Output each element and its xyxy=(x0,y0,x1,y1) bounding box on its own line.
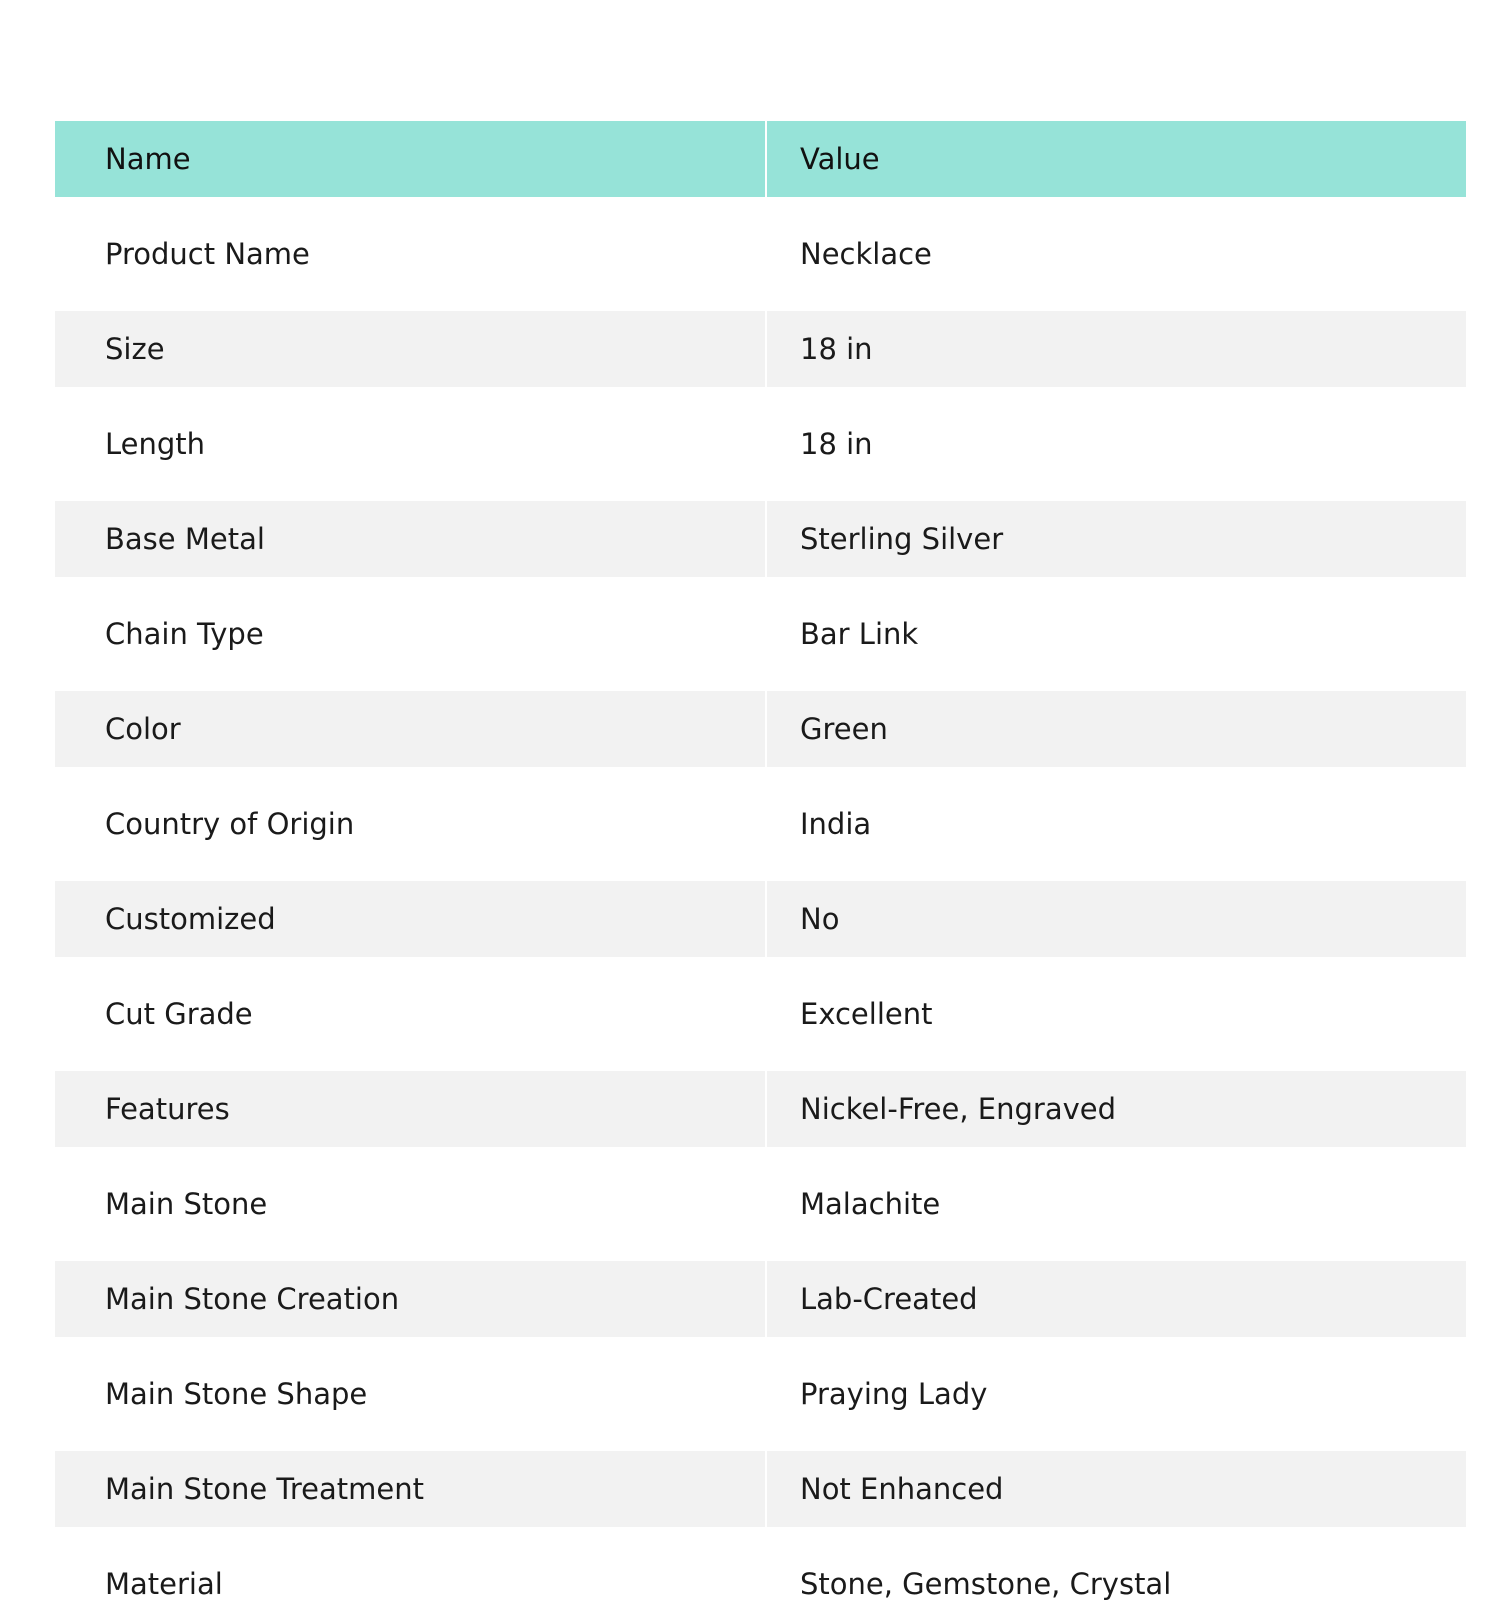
table-row xyxy=(55,1252,1466,1347)
row-value: Malachite xyxy=(766,1157,1466,1252)
row-value: Sterling Silver xyxy=(766,492,1466,587)
header-row xyxy=(55,121,1466,207)
table-row xyxy=(55,1347,1466,1442)
table-row xyxy=(55,967,1466,1062)
table-row xyxy=(55,1062,1466,1157)
row-name: Base Metal xyxy=(55,492,766,587)
table-row xyxy=(55,1157,1466,1252)
table-row xyxy=(55,1537,1466,1622)
row-value: Nickel-Free, Engraved xyxy=(766,1062,1466,1157)
header-value: Value xyxy=(766,121,1466,207)
row-value: Praying Lady xyxy=(766,1347,1466,1442)
table-header xyxy=(55,121,1466,207)
row-name: Main Stone Shape xyxy=(55,1347,766,1442)
row-value: Not Enhanced xyxy=(766,1442,1466,1537)
row-name: Country of Origin xyxy=(55,777,766,872)
spec-table xyxy=(55,121,1466,1622)
row-name: Chain Type xyxy=(55,587,766,682)
table-row xyxy=(55,397,1466,492)
table-row xyxy=(55,1442,1466,1537)
table-row xyxy=(55,872,1466,967)
table-row xyxy=(55,682,1466,777)
row-value: Green xyxy=(766,682,1466,777)
row-name: Main Stone Treatment xyxy=(55,1442,766,1537)
row-name: Features xyxy=(55,1062,766,1157)
header-name: Name xyxy=(55,121,766,207)
row-value: Stone, Gemstone, Crystal xyxy=(766,1537,1466,1622)
table-body xyxy=(55,207,1466,1622)
row-name: Customized xyxy=(55,872,766,967)
row-value: Bar Link xyxy=(766,587,1466,682)
row-value: 18 in xyxy=(766,302,1466,397)
row-name: Cut Grade xyxy=(55,967,766,1062)
table-row xyxy=(55,302,1466,397)
row-value: No xyxy=(766,872,1466,967)
row-value: 18 in xyxy=(766,397,1466,492)
row-name: Main Stone xyxy=(55,1157,766,1252)
row-value: Lab-Created xyxy=(766,1252,1466,1347)
row-value: Necklace xyxy=(766,207,1466,302)
row-value: Excellent xyxy=(766,967,1466,1062)
table-row xyxy=(55,207,1466,302)
row-name: Main Stone Creation xyxy=(55,1252,766,1347)
row-name: Material xyxy=(55,1537,766,1622)
table-row xyxy=(55,492,1466,587)
row-value: India xyxy=(766,777,1466,872)
table-row xyxy=(55,587,1466,682)
row-name: Product Name xyxy=(55,207,766,302)
row-name: Color xyxy=(55,682,766,777)
table-row xyxy=(55,777,1466,872)
row-name: Length xyxy=(55,397,766,492)
row-name: Size xyxy=(55,302,766,397)
